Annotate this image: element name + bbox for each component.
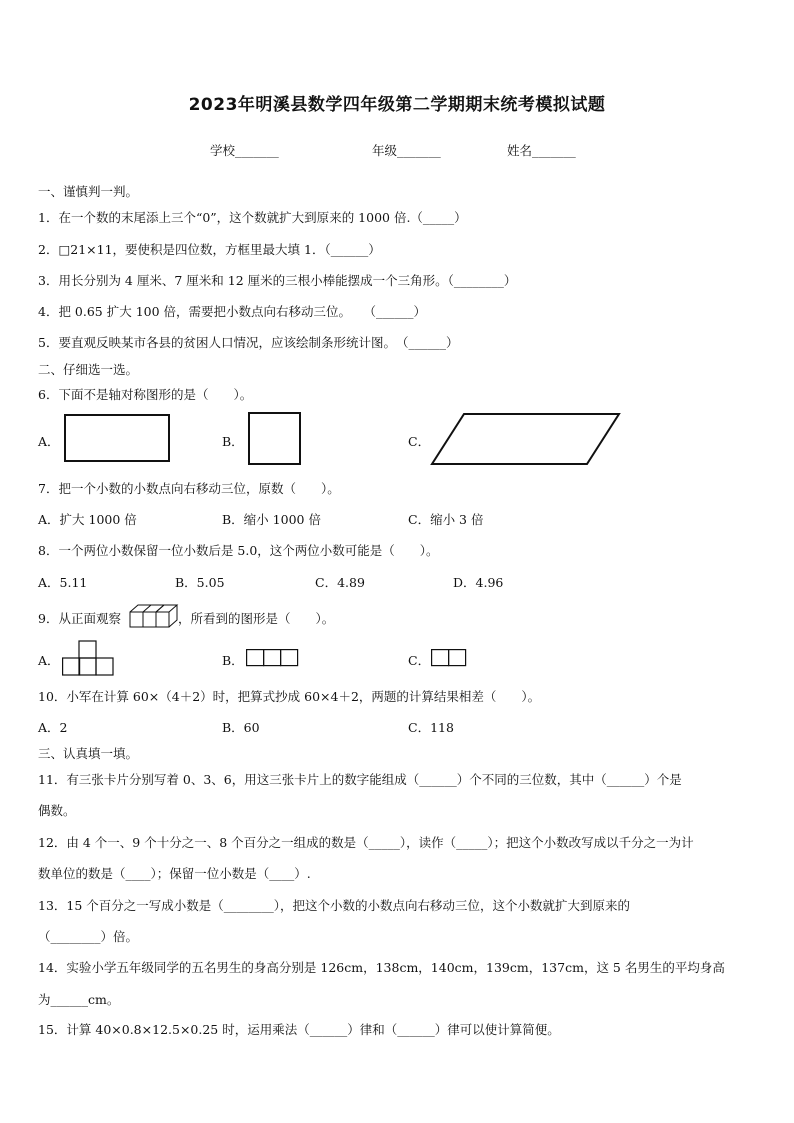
- section-2-heading: 二、仔细选一选。: [38, 362, 139, 377]
- question-9-start: 9．从正面观察: [38, 611, 121, 626]
- question-13-line-1: 13．15 个百分之一写成小数是（________），把这个小数的小数点向右移动三位，这个小数就扩大到原来的: [38, 898, 631, 913]
- question-5: 5．要直观反映某市各县的贫困人口情况，应该绘制条形统计图。 （______）: [38, 335, 459, 350]
- section-1-heading: 一、谨慎判一判。: [38, 184, 139, 199]
- question-1: 1．在一个数的末尾添上三个“0”，这个数就扩大到原来的 1000 倍.（_____）: [38, 210, 467, 225]
- q6-option-b-label: B．: [222, 434, 244, 449]
- q9-option-c-figure: [431, 649, 467, 667]
- page-title: 2023年明溪县数学四年级第二学期期末统考模拟试题: [188, 95, 606, 115]
- question-2: 2．□21×11，要使积是四位数，方框里最大填 1．（______）: [38, 242, 381, 257]
- question-7: 7．把一个小数的小数点向右移动三位，原数（ ）。: [38, 481, 340, 496]
- q8-option-d: D．4.96: [453, 575, 504, 590]
- q8-option-a: A．5.11: [38, 575, 88, 590]
- q6-option-c-label: C．: [408, 434, 431, 449]
- question-11-line-1: 11．有三张卡片分别写着 0、3、6，用这三张卡片上的数字能组成（______）个不同的三位数，其中（______）个是: [38, 772, 682, 787]
- q7-option-b: B．缩小 1000 倍: [222, 512, 321, 527]
- q9-option-b-figure: [246, 649, 300, 667]
- question-6: 6．下面不是轴对称图形的是（ ）。: [38, 387, 253, 402]
- q8-option-c: C．4.89: [315, 575, 365, 590]
- q10-option-b: B．60: [222, 720, 260, 735]
- q6-option-a-rectangle: [64, 414, 170, 462]
- q8-option-b: B．5.05: [175, 575, 225, 590]
- question-3: 3．用长分别为 4 厘米、7 厘米和 12 厘米的三根小棒能摆成一个三角形。（________）: [38, 273, 517, 288]
- q6-option-a-label: A．: [38, 434, 60, 449]
- question-14-line-1: 14．实验小学五年级同学的五名男生的身高分别是 126cm，138cm，140cm，139cm，137cm，这 5 名男生的平均身高: [38, 960, 725, 975]
- question-9-end: ，所看到的图形是（ ）。: [178, 611, 335, 626]
- q9-cube-solid-figure: [128, 602, 180, 630]
- question-13-line-2: （________）倍。: [38, 929, 139, 944]
- grade-field[interactable]: 年级_______: [372, 143, 441, 158]
- q9-option-a-figure: [62, 639, 116, 677]
- question-12-line-2: 数单位的数是（____）；保留一位小数是（____）.: [38, 866, 311, 881]
- q10-option-c: C．118: [408, 720, 454, 735]
- q6-option-c-parallelogram: [430, 411, 622, 467]
- question-15: 15．计算 40×0.8×12.5×0.25 时，运用乘法（______）律和（______）律可以使计算简便。: [38, 1022, 560, 1037]
- question-11-line-2: 偶数。: [38, 803, 76, 818]
- q7-option-a: A．扩大 1000 倍: [38, 512, 137, 527]
- school-field[interactable]: 学校_______: [210, 143, 279, 158]
- q10-option-a: A．2: [38, 720, 68, 735]
- q9-option-a-label: A．: [38, 653, 60, 668]
- question-12-line-1: 12．由 4 个一、9 个十分之一、8 个百分之一组成的数是（_____），读作（_____）；把这个小数改写成以千分之一为计: [38, 835, 694, 850]
- question-4: 4．把 0.65 扩大 100 倍，需要把小数点向右移动三位。 （______）: [38, 304, 427, 319]
- q9-option-c-label: C．: [408, 653, 431, 668]
- name-field[interactable]: 姓名_______: [507, 143, 576, 158]
- q7-option-c: C．缩小 3 倍: [408, 512, 484, 527]
- question-14-line-2: 为______cm。: [38, 992, 120, 1007]
- question-10: 10．小军在计算 60×（4＋2）时，把算式抄成 60×4＋2，两题的计算结果相差（ ）。: [38, 689, 541, 704]
- q9-option-b-label: B．: [222, 653, 244, 668]
- q6-option-b-square: [248, 412, 301, 465]
- question-8: 8．一个两位小数保留一位小数后是 5.0，这个两位小数可能是（ ）。: [38, 543, 439, 558]
- section-3-heading: 三、认真填一填。: [38, 746, 139, 761]
